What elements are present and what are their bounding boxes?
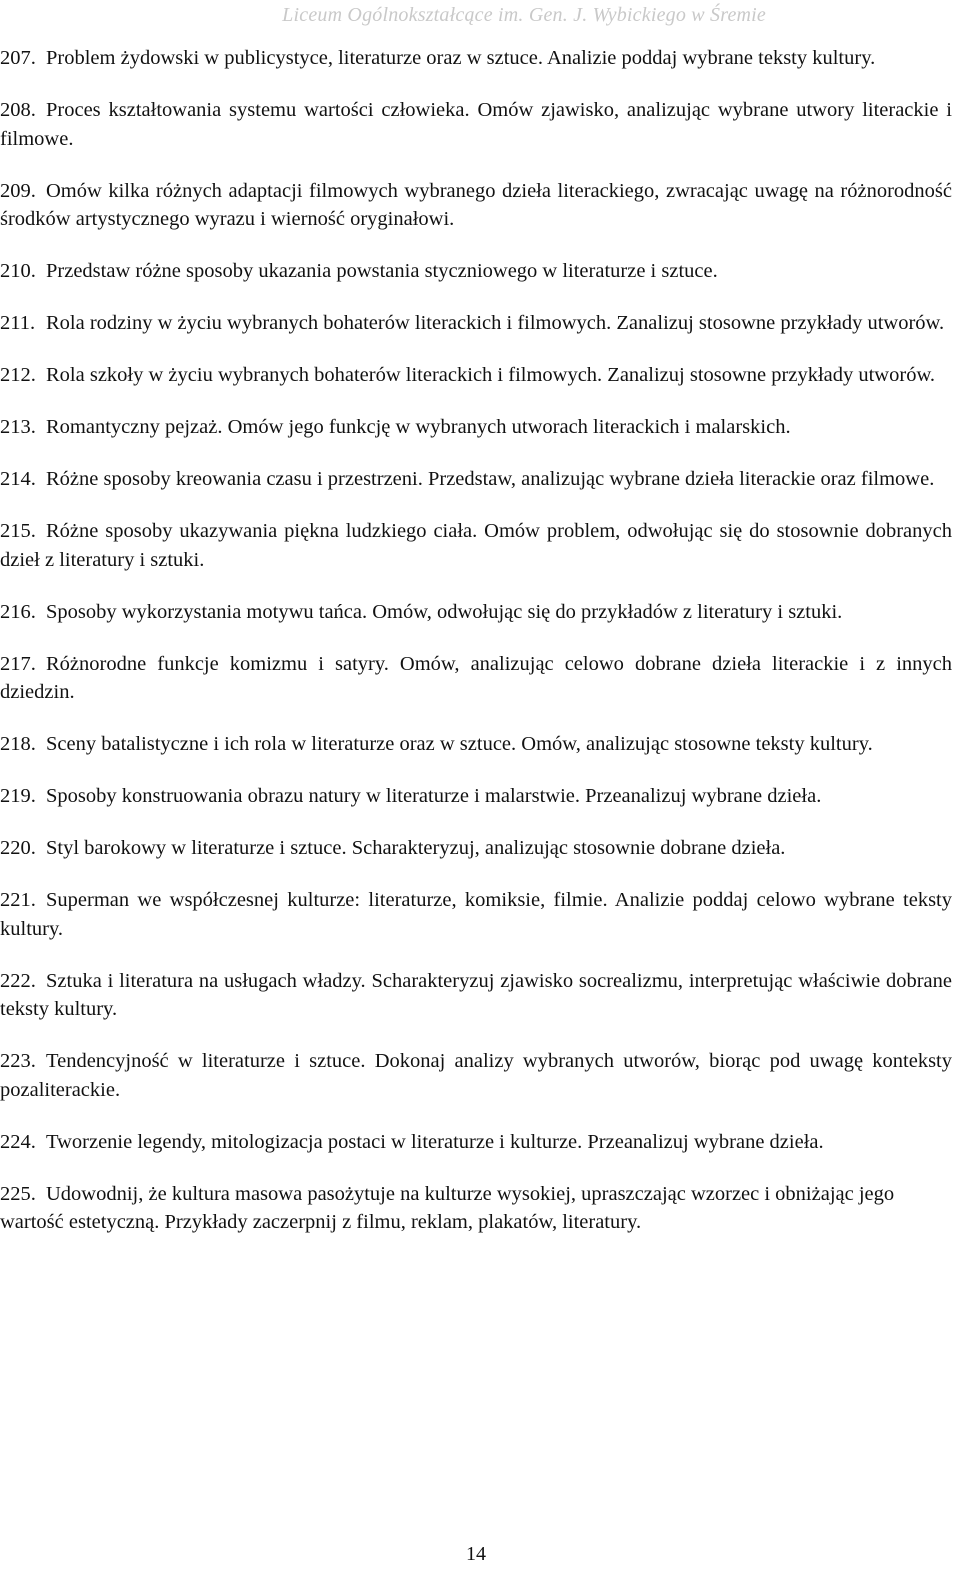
topic-number: 209. [0,179,36,202]
topic-number: 220. [0,837,36,859]
topic-item [0,465,952,494]
topic-item [0,1047,952,1104]
topic-text: Tendencyjność w literaturze i sztuce. Dokonaj analizy wybranych utworów, biorąc pod uwagę konteksty pozaliterackie. [0,1050,952,1101]
topic-text: Tworzenie legendy, mitologizacja postaci w literaturze i kulturze. Przeanalizuj wybrane dzieła. [46,1130,824,1153]
topic-list [0,44,952,1260]
topic-number: 218. [0,733,36,755]
topic-number: 213. [0,416,36,438]
topic-item [0,177,952,234]
topic-item [0,886,952,943]
topic-item [0,1180,952,1237]
topic-item [0,730,952,759]
topic-text: Sceny batalistyczne i ich rola w literaturze oraz w sztuce. Omów, analizując stosowne teksty kultury. [46,733,873,755]
page-number: 14 [466,1543,486,1565]
topic-number: 216. [0,600,36,623]
topic-item [0,96,952,153]
topic-text: Proces kształtowania systemu wartości człowieka. Omów zjawisko, analizując wybrane utwory literackie i filmowe. [0,99,952,150]
topic-number: 208. [0,99,36,121]
topic-number: 217. [0,652,36,675]
topic-item [0,1128,952,1157]
topic-text: Rola rodziny w życiu wybranych bohaterów literackich i filmowych. Zanalizuj stosowne przykłady utworów. [46,312,945,334]
topic-text: Problem żydowski w publicystyce, literaturze oraz w sztuce. Analizie poddaj wybrane teksty kultury. [46,47,876,69]
topic-item [0,967,952,1024]
topic-item [0,309,952,338]
topic-text: Sztuka i literatura na usługach władzy. Scharakteryzuj zjawisko socrealizmu, interpretując właściwie dobrane teksty kultury. [0,969,952,1020]
topic-text: Różnorodne funkcje komizmu i satyry. Omów, analizując celowo dobrane dzieła literackie i z innych dziedzin. [0,652,952,703]
topic-text: Sposoby konstruowania obrazu natury w literaturze i malarstwie. Przeanalizuj wybrane dzieła. [46,785,822,807]
topic-number: 214. [0,468,36,490]
topic-number: 224. [0,1130,36,1153]
topic-number: 211. [0,312,36,334]
topic-number: 223. [0,1050,36,1072]
topic-text: Różne sposoby kreowania czasu i przestrzeni. Przedstaw, analizując wybrane dzieła literackie oraz filmowe. [46,468,935,490]
topic-number: 222. [0,969,36,992]
topic-text: Sposoby wykorzystania motywu tańca. Omów, odwołując się do przykładów z literatury i sztuki. [46,600,843,623]
topic-text: Rola szkoły w życiu wybranych bohaterów literackich i filmowych. Zanalizuj stosowne przykłady utworów. [46,364,936,386]
topic-text: Różne sposoby ukazywania piękna ludzkiego ciała. Omów problem, odwołując się do stosownie dobranych dzieł z literatury i sztuki. [0,520,952,571]
topic-item [0,517,952,574]
topic-item [0,834,952,863]
topic-item [0,650,952,707]
topic-number: 221. [0,889,36,911]
topic-text: Udowodnij, że kultura masowa pasożytuje na kulturze wysokiej, upraszczając wzorzec i obniżając jego wartość estetyczną. Przykłady zaczerpnij z filmu, reklam, plakatów, literatury. [0,1182,895,1233]
topic-text: Romantyczny pejzaż. Omów jego funkcję w wybranych utworach literackich i malarskich. [46,416,791,438]
topic-item [0,44,952,73]
topic-number: 215. [0,520,36,542]
topic-text: Styl barokowy w literaturze i sztuce. Scharakteryzuj, analizując stosownie dobrane dzieła. [46,837,786,859]
topic-item [0,598,952,627]
topic-number: 207. [0,47,36,69]
topic-item [0,257,952,286]
topic-number: 210. [0,260,36,282]
topic-item [0,782,952,811]
topic-item [0,413,952,442]
page-header: Liceum Ogólnokształcące im. Gen. J. Wybickiego w Śremie [282,4,766,26]
topic-item [0,361,952,390]
topic-text: Omów kilka różnych adaptacji filmowych wybranego dzieła literackiego, zwracając uwagę na różnorodność środków artystycznego wyrazu i wierność oryginałowi. [0,179,952,230]
topic-number: 225. [0,1182,36,1205]
topic-text: Superman we współczesnej kulturze: literaturze, komiksie, filmie. Analizie poddaj celowo wybrane teksty kultury. [0,889,952,940]
topic-number: 219. [0,785,36,807]
topic-text: Przedstaw różne sposoby ukazania powstania styczniowego w literaturze i sztuce. [46,260,718,282]
topic-number: 212. [0,364,36,386]
